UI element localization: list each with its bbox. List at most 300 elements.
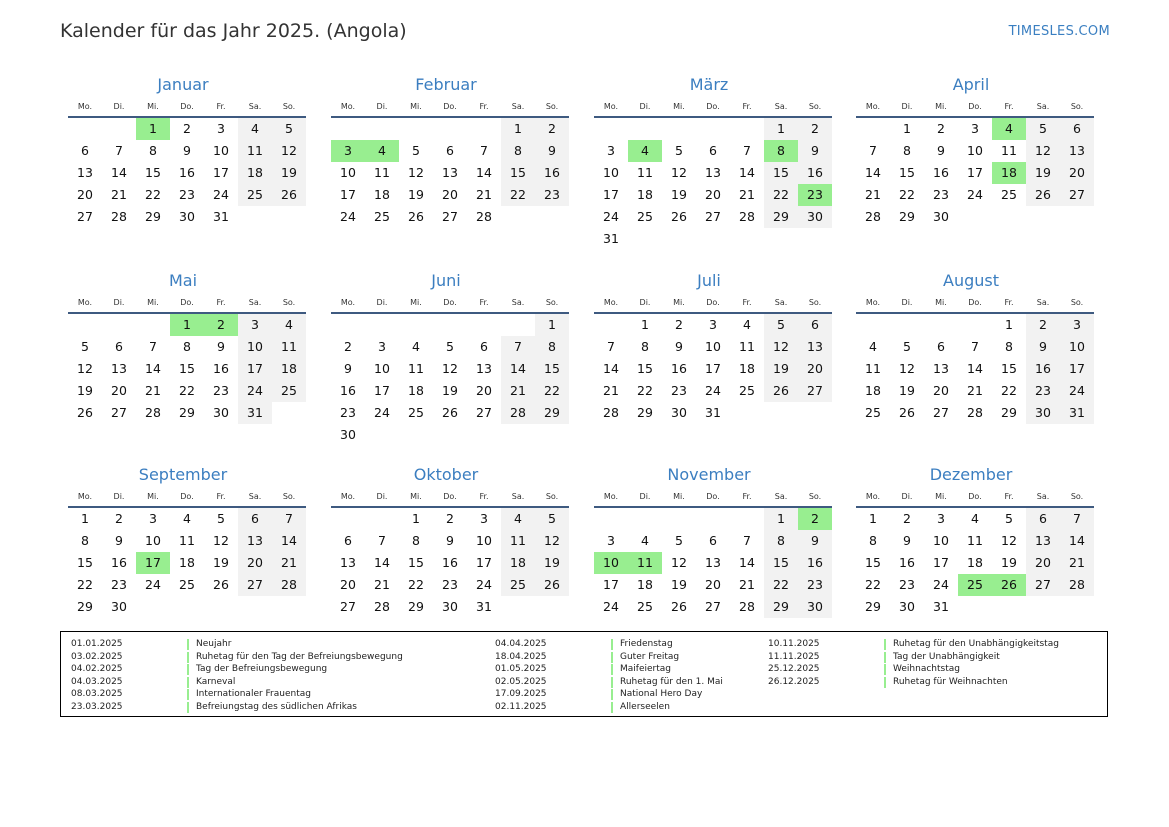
day-cell: 14 (739, 555, 755, 570)
day-cell: 7 (869, 143, 877, 158)
month-august (848, 266, 1094, 424)
day-cell: 30 (798, 206, 832, 228)
weekday-header (68, 296, 306, 314)
day-cell: 12 (213, 533, 229, 548)
day-cell: 15 (501, 162, 535, 184)
day-cell: 29 (637, 405, 653, 420)
day-cell: 16 (535, 162, 569, 184)
holiday-row (61, 701, 403, 714)
day-cell: 27 (933, 405, 949, 420)
day-cell: 9 (183, 143, 191, 158)
empty-cell (662, 118, 696, 140)
weekday-label: Mi. (935, 492, 947, 501)
day-cell: 1 (764, 118, 798, 140)
week-row (331, 206, 569, 228)
empty-cell (890, 314, 924, 336)
day-cell: 31 (238, 402, 272, 424)
holiday-marker (187, 664, 189, 675)
holiday-name: Karneval (196, 676, 236, 687)
day-cell: 10 (374, 361, 390, 376)
day-cell: 1 (764, 508, 798, 530)
day-cell: 7 (378, 533, 386, 548)
holiday-row (61, 663, 403, 676)
day-cell: 6 (937, 339, 945, 354)
weekday-label: Mi. (673, 102, 685, 111)
day-cell: 26 (442, 405, 458, 420)
day-cell: 15 (764, 552, 798, 574)
day-cell: 20 (705, 577, 721, 592)
day-cell: 3 (331, 140, 365, 162)
week-row (68, 574, 306, 596)
day-cell: 21 (603, 383, 619, 398)
week-row (856, 380, 1094, 402)
week-row (594, 162, 832, 184)
day-cell: 23 (535, 184, 569, 206)
day-cell: 27 (705, 209, 721, 224)
holiday-date: 26.12.2025 (768, 676, 820, 687)
day-cell: 26 (535, 574, 569, 596)
day-cell: 18 (637, 577, 653, 592)
month-mai (60, 266, 306, 424)
weekday-label: Di. (901, 492, 913, 501)
empty-cell (399, 118, 433, 140)
month-name: Mai (168, 271, 198, 290)
weekday-label: So. (808, 492, 822, 501)
holiday-name: National Hero Day (620, 689, 703, 699)
holiday-name: Ruhetag für den Tag der Befreiungsbewegung (196, 651, 403, 662)
day-cell: 19 (899, 383, 915, 398)
empty-cell (170, 596, 204, 618)
day-cell: 20 (1026, 552, 1060, 574)
holiday-date: 17.09.2025 (495, 689, 547, 699)
week-row (856, 118, 1094, 140)
day-cell: 24 (705, 383, 721, 398)
weekday-label: Mi. (935, 102, 947, 111)
empty-cell (331, 314, 365, 336)
weekday-label: So. (282, 102, 296, 111)
day-cell: 4 (501, 508, 535, 530)
day-cell: 21 (739, 577, 755, 592)
holiday-name: Internationaler Frauentag (196, 689, 311, 699)
holiday-marker (611, 664, 613, 675)
weekday-label: So. (1070, 492, 1084, 501)
day-cell: 17 (136, 552, 170, 574)
day-cell: 22 (764, 184, 798, 206)
day-cell: 23 (798, 184, 832, 206)
day-cell: 5 (217, 511, 225, 526)
holiday-row (758, 676, 1059, 689)
empty-cell (730, 228, 764, 250)
week-row (594, 118, 832, 140)
holiday-name: Guter Freitag (620, 651, 680, 662)
weekday-label: Mo. (340, 102, 356, 111)
day-cell: 26 (764, 380, 798, 402)
weekday-label: Sa. (248, 492, 262, 501)
week-row (331, 336, 569, 358)
day-cell: 19 (213, 555, 229, 570)
week-row (856, 596, 1094, 618)
day-cell: 17 (476, 555, 492, 570)
day-cell: 25 (179, 577, 195, 592)
day-cell: 31 (933, 599, 949, 614)
weekday-label: Sa. (774, 492, 788, 501)
weekday-label: Do. (706, 102, 720, 111)
day-cell: 16 (179, 165, 195, 180)
month-name: November (667, 465, 751, 484)
day-cell: 15 (535, 358, 569, 380)
day-cell: 30 (442, 599, 458, 614)
empty-cell (958, 314, 992, 336)
week-row (68, 552, 306, 574)
empty-cell (1026, 206, 1060, 228)
weekday-label: Mi. (673, 298, 685, 307)
day-cell: 24 (213, 187, 229, 202)
day-cell: 5 (903, 339, 911, 354)
holiday-column-1 (61, 638, 403, 713)
day-cell: 8 (869, 533, 877, 548)
day-cell: 11 (637, 165, 653, 180)
week-row (331, 424, 569, 446)
day-cell: 27 (442, 209, 458, 224)
week-row (594, 206, 832, 228)
weekday-label: Fr. (1004, 492, 1014, 501)
day-cell: 2 (937, 121, 945, 136)
day-cell: 15 (77, 555, 93, 570)
week-row (68, 380, 306, 402)
day-cell: 18 (992, 162, 1026, 184)
weekday-label: Do. (968, 492, 982, 501)
empty-cell (399, 424, 433, 446)
month-name: März (689, 75, 729, 94)
day-cell: 23 (798, 574, 832, 596)
day-cell: 17 (374, 383, 390, 398)
day-cell: 8 (81, 533, 89, 548)
weekday-label: Di. (376, 298, 388, 307)
day-cell: 19 (1001, 555, 1017, 570)
day-cell: 23 (111, 577, 127, 592)
weekday-label: Mi. (147, 298, 159, 307)
day-cell: 31 (603, 231, 619, 246)
day-cell: 14 (476, 165, 492, 180)
day-cell: 7 (480, 143, 488, 158)
weekday-label: Fr. (479, 102, 489, 111)
day-cell: 10 (967, 143, 983, 158)
day-cell: 18 (739, 361, 755, 376)
weekday-label: Mo. (603, 298, 619, 307)
day-cell: 7 (1060, 508, 1094, 530)
holiday-marker (611, 677, 613, 688)
day-cell: 21 (374, 577, 390, 592)
empty-cell (594, 118, 628, 140)
holiday-date: 02.11.2025 (495, 701, 547, 712)
month-name: Oktober (413, 465, 479, 484)
week-row (331, 530, 569, 552)
weekday-label: Fr. (216, 102, 226, 111)
week-row (594, 402, 832, 424)
day-cell: 18 (408, 383, 424, 398)
holiday-name: Friedenstag (620, 639, 673, 649)
empty-cell (204, 596, 238, 618)
week-row (594, 530, 832, 552)
day-cell: 5 (446, 339, 454, 354)
day-cell: 5 (675, 143, 683, 158)
day-cell: 23 (899, 577, 915, 592)
day-cell: 12 (408, 165, 424, 180)
empty-cell (730, 508, 764, 530)
holiday-name: Tag der Unabhängigkeit (893, 651, 1000, 662)
day-cell: 28 (865, 209, 881, 224)
day-cell: 29 (899, 209, 915, 224)
day-cell: 28 (1060, 574, 1094, 596)
day-cell: 12 (442, 361, 458, 376)
day-cell: 14 (739, 165, 755, 180)
day-cell: 16 (671, 361, 687, 376)
day-cell: 17 (933, 555, 949, 570)
day-cell: 6 (480, 339, 488, 354)
day-cell: 1 (903, 121, 911, 136)
holiday-row (485, 701, 723, 714)
day-cell: 20 (705, 187, 721, 202)
day-cell: 3 (709, 317, 717, 332)
weekday-label: Fr. (216, 492, 226, 501)
day-cell: 12 (77, 361, 93, 376)
holiday-row (758, 651, 1059, 664)
day-cell: 15 (145, 165, 161, 180)
day-cell: 28 (374, 599, 390, 614)
day-cell: 28 (967, 405, 983, 420)
weekday-label: Mi. (673, 492, 685, 501)
day-cell: 10 (603, 165, 619, 180)
weekday-label: Di. (639, 298, 651, 307)
empty-cell (501, 596, 535, 618)
day-cell: 8 (412, 533, 420, 548)
week-row (331, 358, 569, 380)
week-row (856, 508, 1094, 530)
day-cell: 6 (709, 143, 717, 158)
weekday-label: Sa. (248, 102, 262, 111)
day-cell: 16 (111, 555, 127, 570)
day-cell: 22 (535, 380, 569, 402)
day-cell: 5 (1026, 118, 1060, 140)
weekday-label: Mo. (77, 298, 93, 307)
day-cell: 8 (501, 140, 535, 162)
empty-cell (272, 596, 306, 618)
day-cell: 20 (442, 187, 458, 202)
empty-cell (501, 424, 535, 446)
day-cell: 18 (865, 383, 881, 398)
weekday-header (68, 490, 306, 508)
weekday-label: Mo. (603, 492, 619, 501)
weekday-label: Do. (180, 298, 194, 307)
day-cell: 23 (1026, 380, 1060, 402)
day-cell: 26 (272, 184, 306, 206)
empty-cell (856, 314, 890, 336)
weekday-label: So. (282, 492, 296, 501)
weekday-label: Di. (639, 102, 651, 111)
weekday-label: Do. (443, 492, 457, 501)
empty-cell (696, 228, 730, 250)
holiday-row (485, 676, 723, 689)
day-cell: 19 (671, 577, 687, 592)
week-row (68, 402, 306, 424)
empty-cell (535, 206, 569, 228)
day-cell: 16 (213, 361, 229, 376)
day-cell: 21 (272, 552, 306, 574)
day-cell: 20 (77, 187, 93, 202)
day-cell: 3 (149, 511, 157, 526)
week-row (856, 162, 1094, 184)
day-cell: 1 (1005, 317, 1013, 332)
weekday-label: So. (808, 298, 822, 307)
holiday-date: 23.03.2025 (71, 701, 123, 712)
day-cell: 18 (967, 555, 983, 570)
day-cell: 11 (739, 339, 755, 354)
day-cell: 11 (967, 533, 983, 548)
day-cell: 3 (937, 511, 945, 526)
day-cell: 17 (340, 187, 356, 202)
empty-cell (1060, 206, 1094, 228)
day-cell: 13 (1026, 530, 1060, 552)
day-cell: 13 (442, 165, 458, 180)
day-cell: 3 (378, 339, 386, 354)
week-row (856, 140, 1094, 162)
day-cell: 10 (705, 339, 721, 354)
holiday-marker (611, 702, 613, 713)
day-cell: 2 (798, 508, 832, 530)
brand-link[interactable]: TIMESLES.COM (1008, 24, 1110, 39)
week-row (68, 596, 306, 618)
day-cell: 28 (739, 599, 755, 614)
holiday-date: 02.05.2025 (495, 676, 547, 687)
day-cell: 13 (111, 361, 127, 376)
weekday-label: Di. (113, 492, 125, 501)
day-cell: 22 (77, 577, 93, 592)
weekday-label: Mi. (147, 492, 159, 501)
week-row (68, 184, 306, 206)
day-cell: 3 (480, 511, 488, 526)
day-cell: 25 (374, 209, 390, 224)
day-cell: 18 (272, 358, 306, 380)
day-cell: 6 (446, 143, 454, 158)
empty-cell (272, 402, 306, 424)
empty-cell (467, 314, 501, 336)
week-row (68, 140, 306, 162)
week-row (594, 140, 832, 162)
day-cell: 11 (408, 361, 424, 376)
day-cell: 19 (408, 187, 424, 202)
holiday-marker (187, 677, 189, 688)
week-row (594, 380, 832, 402)
empty-cell (467, 424, 501, 446)
week-row (594, 184, 832, 206)
weekday-header (331, 296, 569, 314)
day-cell: 25 (1001, 187, 1017, 202)
day-cell: 8 (764, 530, 798, 552)
holiday-row (485, 638, 723, 651)
day-cell: 9 (675, 339, 683, 354)
day-cell: 10 (340, 165, 356, 180)
empty-cell (628, 508, 662, 530)
weekday-label: Sa. (511, 298, 525, 307)
empty-cell (730, 118, 764, 140)
day-cell: 9 (903, 533, 911, 548)
empty-cell (628, 118, 662, 140)
day-cell: 4 (641, 533, 649, 548)
weekday-label: Di. (113, 298, 125, 307)
day-cell: 21 (1060, 552, 1094, 574)
day-cell: 19 (671, 187, 687, 202)
week-row (856, 336, 1094, 358)
month-name: Dezember (929, 465, 1013, 484)
week-row (856, 206, 1094, 228)
holiday-column-2 (485, 638, 723, 713)
day-cell: 16 (1026, 358, 1060, 380)
empty-cell (535, 424, 569, 446)
holiday-date: 01.01.2025 (71, 639, 123, 649)
day-cell: 28 (111, 209, 127, 224)
day-cell: 21 (739, 187, 755, 202)
day-cell: 17 (967, 165, 983, 180)
empty-cell (535, 596, 569, 618)
day-cell: 29 (408, 599, 424, 614)
holiday-name: Weihnachtstag (893, 664, 960, 674)
empty-cell (594, 314, 628, 336)
day-cell: 11 (238, 140, 272, 162)
holiday-marker (611, 689, 613, 700)
holiday-marker (611, 639, 613, 650)
weekday-header (331, 100, 569, 118)
day-cell: 15 (899, 165, 915, 180)
week-row (331, 596, 569, 618)
day-cell: 12 (899, 361, 915, 376)
day-cell: 31 (213, 209, 229, 224)
holiday-row (485, 688, 723, 701)
empty-cell (1060, 596, 1094, 618)
day-cell: 16 (340, 383, 356, 398)
weekday-label: Di. (639, 492, 651, 501)
day-cell: 1 (535, 314, 569, 336)
day-cell: 4 (272, 314, 306, 336)
day-cell: 20 (238, 552, 272, 574)
weekday-label: Fr. (1004, 102, 1014, 111)
day-cell: 9 (535, 140, 569, 162)
weekday-label: So. (545, 298, 559, 307)
empty-cell (433, 314, 467, 336)
day-cell: 5 (675, 533, 683, 548)
day-cell: 9 (344, 361, 352, 376)
day-cell: 22 (1001, 383, 1017, 398)
empty-cell (696, 508, 730, 530)
empty-cell (764, 228, 798, 250)
week-row (594, 508, 832, 530)
weekday-label: So. (1070, 298, 1084, 307)
weekday-label: Sa. (1036, 492, 1050, 501)
day-cell: 11 (179, 533, 195, 548)
empty-cell (798, 228, 832, 250)
day-cell: 2 (115, 511, 123, 526)
day-cell: 31 (476, 599, 492, 614)
week-row (68, 358, 306, 380)
day-cell: 25 (501, 574, 535, 596)
day-cell: 11 (272, 336, 306, 358)
week-row (594, 314, 832, 336)
day-cell: 22 (179, 383, 195, 398)
day-cell: 21 (476, 187, 492, 202)
day-cell: 7 (501, 336, 535, 358)
month-november (586, 460, 832, 618)
day-cell: 17 (213, 165, 229, 180)
weekday-label: Mo. (77, 492, 93, 501)
